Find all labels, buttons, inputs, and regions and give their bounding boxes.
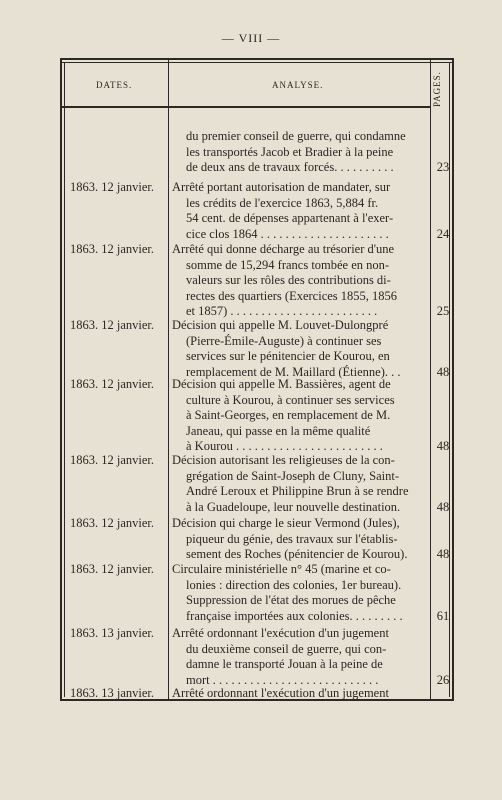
entry-analysis-line: les transportés Jacob et Bradier à la peine (186, 144, 394, 159)
left-inner-rule (64, 62, 65, 697)
right-inner-rule (449, 62, 450, 697)
entry-analysis-line: française importées aux colonies. . . . . . . . . (186, 608, 403, 623)
entry-analysis-line: à la Guadeloupe, leur nouvelle destination. (186, 499, 401, 514)
entry-date: 1863. 13 janvier. (70, 686, 155, 700)
entry-analysis-line: sement des Roches (pénitencier de Kourou). (186, 547, 408, 561)
entry-page-number: 26 (436, 672, 450, 687)
entry-analysis (172, 377, 430, 455)
entry-analysis (172, 242, 430, 320)
entry-date: 1863. 12 janvier. (70, 242, 155, 256)
entry-analysis-line: services sur le pénitencier de Kourou, en (186, 349, 390, 363)
entry-page-number: 48 (436, 547, 450, 561)
entry-page-number: 24 (436, 226, 450, 241)
entry-page-number: 25 (436, 304, 450, 318)
entry-date: 1863. 13 janvier. (70, 626, 155, 640)
top-inner-rule (62, 62, 452, 63)
entry-analysis-line: André Leroux et Philippine Brun à se rendre (186, 484, 409, 498)
entry-analysis-line: Décision qui charge le sieur Vermond (Jules), (172, 516, 400, 530)
entry-analysis-line: piqueur du génie, des travaux sur l'établis- (186, 531, 398, 546)
entry-analysis-line: culture à Kourou, à continuer ses services (186, 392, 395, 407)
entry-analysis-line: à Kourou . . . . . . . . . . . . . . . . . . . . . . . . (186, 439, 383, 453)
entry-date: 1863. 12 janvier. (70, 377, 155, 391)
entry-page-number: 48 (436, 364, 450, 379)
entry-analysis-line: Arrêté ordonnant l'exécution d'un jugement (172, 686, 389, 700)
entry-date: 1863. 12 janvier. (70, 516, 155, 530)
entry-analysis-line: Décision qui appelle M. Louvet-Dulongpré (172, 318, 389, 332)
entry-analysis (172, 180, 430, 242)
entry-analysis-line: et 1857) . . . . . . . . . . . . . . . . . . . . . . . . (186, 304, 378, 318)
entry-date: 1863. 12 janvier. (70, 453, 155, 467)
entry-analysis-line: cice clos 1864 . . . . . . . . . . . . . . . . . . . . . (186, 226, 389, 241)
header-dates: DATES. (96, 80, 133, 90)
entry-analysis (172, 516, 430, 563)
entry-analysis-line: rectes des quartiers (Exercices 1855, 1856 (186, 288, 398, 303)
entry-analysis-line: Arrêté ordonnant l'exécution d'un jugement (172, 626, 389, 640)
entry-analysis-line: à Saint-Georges, en remplacement de M. (186, 408, 391, 422)
entry-analysis-line: remplacement de M. Maillard (Étienne). . . (186, 364, 401, 379)
entry-analysis-line: Arrêté portant autorisation de mandater, sur (172, 180, 391, 194)
page-number: — VIII — (221, 31, 281, 45)
entry-page-number: 48 (436, 439, 450, 453)
entry-analysis-line: les crédits de l'exercice 1863, 5,884 fr. (186, 195, 379, 210)
entry-analysis-line: de deux ans de travaux forcés. . . . . . . . . . (186, 160, 394, 174)
entry-analysis-line: Décision qui appelle M. Bassières, agent de (172, 377, 391, 391)
entry-analysis-line: du premier conseil de guerre, qui condamne (186, 129, 406, 143)
entry-analysis (172, 318, 430, 380)
header-analyse: ANALYSE. (272, 80, 324, 90)
entry-analysis-line: Janeau, qui passe en la même qualité (186, 423, 371, 438)
header-bottom-rule (62, 106, 430, 108)
pages-column-separator (430, 60, 431, 700)
entry-date: 1863. 12 janvier. (70, 180, 155, 194)
entry-analysis-line: (Pierre-Émile-Auguste) à continuer ses (186, 333, 382, 348)
entry-analysis-line: Circulaire ministérielle n° 45 (marine et co- (172, 562, 391, 576)
entry-analysis (172, 562, 430, 624)
entry-analysis (172, 626, 430, 688)
entry-analysis-line: lonies : direction des colonies, 1er bureau). (186, 577, 402, 592)
entry-analysis-line: 54 cent. de dépenses appartenant à l'exer- (186, 211, 394, 225)
entry-analysis (172, 453, 430, 515)
entry-analysis-line: Arrêté qui donne décharge au trésorier d'une (172, 242, 395, 256)
entry-analysis-line: valeurs sur les rôles des contributions di- (186, 273, 391, 287)
entry-analysis-line: Suppression de l'état des morues de pêche (186, 593, 396, 607)
entry-page-number: 61 (436, 608, 450, 623)
entry-page-number: 48 (436, 499, 450, 514)
entry-analysis-line: somme de 15,294 francs tombée en non- (186, 257, 390, 272)
entry-analysis-line: damne le transporté Jouan à la peine de (186, 657, 383, 671)
entry-analysis (172, 686, 430, 702)
entry-date: 1863. 12 janvier. (70, 562, 155, 576)
entry-analysis-line: Décision autorisant les religieuses de la con- (172, 453, 395, 467)
entry-analysis-line: grégation de Saint-Joseph de Cluny, Saint- (186, 468, 400, 483)
entry-analysis-line: du deuxième conseil de guerre, qui con- (186, 641, 387, 656)
entry-page-number: 23 (436, 160, 450, 174)
header-pages: PAGES. (432, 71, 442, 107)
entry-analysis-line: mort . . . . . . . . . . . . . . . . . . . . . . . . . . . (186, 672, 379, 687)
entry-analysis (172, 129, 430, 176)
entry-date: 1863. 12 janvier. (70, 318, 155, 332)
